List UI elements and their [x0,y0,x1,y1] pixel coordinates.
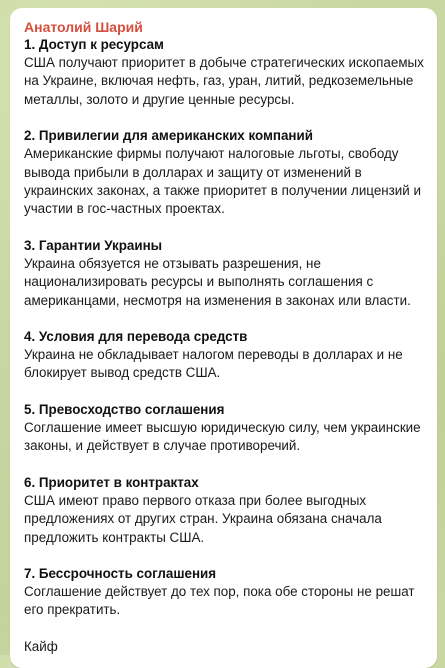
message-footer-text: Кайф [24,638,58,654]
message-bubble [10,8,437,668]
message-section [24,401,425,456]
section-text: Украина обязуется не отзывать разрешения, не национализировать ресурсы и выполнять соглашения с американцами, несмотря на изменения в законах или власти. [24,255,411,308]
message-section [24,127,425,219]
message-section [24,474,425,547]
section-heading: 7. Бессрочность соглашения [24,565,217,581]
section-heading: 4. Условия для перевода средств [24,329,248,345]
section-heading: 2. Привилегии для американских компаний [24,128,313,144]
section-text: Украина не обкладывает налогом переводы в долларах и не блокирует вывод средств США. [24,347,403,381]
section-heading: 5. Превосходство соглашения [24,401,225,417]
message-section [24,237,425,310]
message-section [24,36,425,109]
section-text: США имеют право первого отказа при более выгодных предложениях от других стран. Украина обязана сначала предложить контракты США. [24,492,382,545]
message-section [24,328,425,383]
message-section [24,565,425,620]
section-text: Соглашение имеет высшую юридическую силу, чем украинские законы, и действует в случае противоречий. [24,419,421,454]
sender-name[interactable]: Анатолий Шарий [24,19,143,35]
section-heading: 3. Гарантии Украины [24,237,163,253]
section-text: Соглашение действует до тех пор, пока обе стороны не решат его прекратить. [24,583,415,618]
section-text: Американские фирмы получают налоговые льготы, свободу вывода прибыли в долларах и защиту от изменений в украинских законах, а также приоритет в получении лицензий и участии в гос-частных проектах. [24,146,421,217]
section-text: США получают приоритет в добыче стратегических ископаемых на Украине, включая нефть, газ, уран, литий, редкоземельные металлы, золото и другие ценные ресурсы. [24,55,424,107]
section-heading: 1. Доступ к ресурсам [24,37,164,52]
section-heading: 6. Приоритет в контрактах [24,474,199,490]
